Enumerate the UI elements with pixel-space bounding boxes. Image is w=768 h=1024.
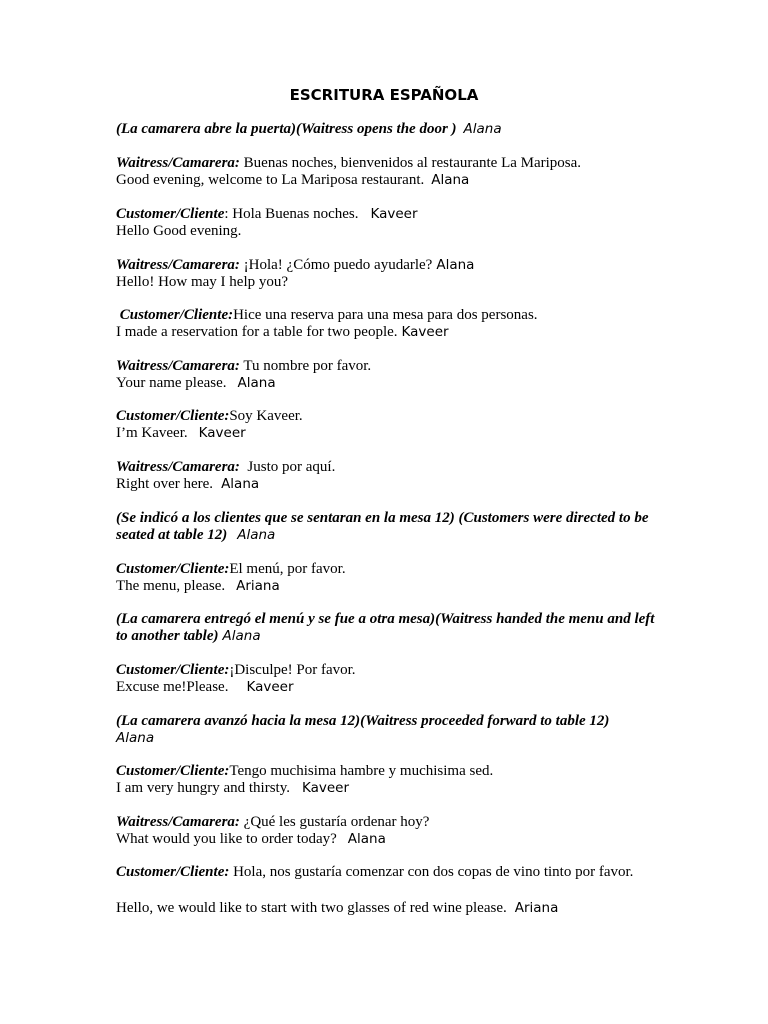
author-name: Kaveer bbox=[401, 324, 449, 340]
author-name: Alana bbox=[222, 628, 261, 644]
spanish-line: Tengo muchisima hambre y muchisima sed. bbox=[229, 763, 494, 779]
stage-direction bbox=[116, 510, 656, 544]
author-name: Alana bbox=[463, 121, 502, 137]
dialogue-entry bbox=[116, 408, 656, 442]
speaker-label: Customer/Cliente: bbox=[116, 408, 230, 424]
spanish-line: El menú, por favor. bbox=[229, 561, 346, 577]
dialogue-entry bbox=[116, 864, 656, 881]
english-line: The menu, please. bbox=[116, 578, 226, 594]
speaker-label: Customer/Cliente: bbox=[116, 763, 230, 779]
author-name: Alana bbox=[237, 375, 276, 391]
spanish-line: Tu nombre por favor. bbox=[243, 358, 372, 374]
spanish-line: Soy Kaveer. bbox=[229, 408, 303, 424]
spanish-line: Justo por aquí. bbox=[247, 459, 336, 475]
stage-direction bbox=[116, 713, 656, 747]
speaker-label: Customer/Cliente bbox=[116, 206, 225, 222]
spanish-line: ¿Qué les gustaría ordenar hoy? bbox=[243, 814, 430, 830]
author-name: Ariana bbox=[236, 578, 280, 594]
english-line: I’m Kaveer. bbox=[116, 425, 188, 441]
english-line: I made a reservation for a table for two people. bbox=[116, 324, 398, 340]
dialogue-entry bbox=[116, 814, 656, 848]
spanish-line: Hola, nos gustaría comenzar con dos copas de vino tinto por favor. bbox=[233, 864, 634, 880]
author-name: Kaveer bbox=[198, 425, 246, 441]
stage-direction bbox=[116, 611, 656, 645]
speaker-label: Waitress/Camarera: bbox=[116, 459, 240, 475]
speaker-label: Waitress/Camarera: bbox=[116, 814, 240, 830]
author-name: Kaveer bbox=[302, 780, 350, 796]
english-line: Your name please. bbox=[116, 375, 227, 391]
author-name: Alana bbox=[347, 831, 386, 847]
stage-text: (La camarera avanzó hacia la mesa 12)(Waitress proceeded forward to table 12) bbox=[116, 713, 610, 729]
english-line: I am very hungry and thirsty. bbox=[116, 780, 290, 796]
speaker-label: Customer/Cliente: bbox=[116, 864, 230, 880]
english-line: What would you like to order today? bbox=[116, 831, 337, 847]
speaker-label: Customer/Cliente: bbox=[116, 561, 230, 577]
author-name: Kaveer bbox=[370, 206, 418, 222]
speaker-label: Customer/Cliente: bbox=[116, 662, 230, 678]
spanish-line: ¡Hola! ¿Cómo puedo ayudarle? bbox=[243, 257, 433, 273]
page-title: ESCRITURA ESPAÑOLA bbox=[289, 86, 479, 104]
spanish-line: Buenas noches, bienvenidos al restaurante La Mariposa. bbox=[243, 155, 582, 171]
stage-text: (La camarera abre la puerta)(Waitress opens the door ) bbox=[116, 121, 457, 137]
dialogue-entry bbox=[116, 155, 656, 189]
speaker-label: Waitress/Camarera: bbox=[116, 358, 240, 374]
dialogue-entry bbox=[116, 561, 656, 595]
stage-text: (Se indicó a los clientes que se sentaran en la mesa 12) (Customers were directed to be seated at table 12) bbox=[116, 510, 649, 543]
spanish-line: Hice una reserva para una mesa para dos personas. bbox=[233, 307, 538, 323]
author-name: Ariana bbox=[514, 900, 559, 916]
author-name: Alana bbox=[431, 172, 470, 188]
stage-text: (La camarera entregó el menú y se fue a otra mesa)(Waitress handed the menu and left to another table) bbox=[116, 611, 655, 644]
english-line: Hello, we would like to start with two glasses of red wine please. bbox=[116, 900, 507, 916]
spanish-line: : Hola Buenas noches. bbox=[224, 206, 359, 222]
author-name: Alana bbox=[237, 527, 276, 543]
author-name: Alana bbox=[116, 730, 155, 746]
dialogue-entry bbox=[116, 459, 656, 493]
dialogue-entry bbox=[116, 763, 656, 797]
speaker-label: Waitress/Camarera: bbox=[116, 257, 240, 273]
dialogue-entry bbox=[116, 257, 656, 291]
author-name: Alana bbox=[221, 476, 260, 492]
english-line: Right over here. bbox=[116, 476, 214, 492]
english-line: Hello Good evening. bbox=[116, 223, 242, 239]
speaker-label: Customer/Cliente: bbox=[119, 307, 234, 323]
english-line: Excuse me!Please. bbox=[116, 679, 229, 695]
dialogue-entry bbox=[116, 358, 656, 392]
speaker-label: Waitress/Camarera: bbox=[116, 155, 240, 171]
dialogue-translation bbox=[116, 900, 656, 917]
english-line: Hello! How may I help you? bbox=[116, 274, 289, 290]
dialogue-entry bbox=[116, 662, 656, 696]
spanish-line: ¡Disculpe! Por favor. bbox=[229, 662, 356, 678]
stage-direction bbox=[116, 121, 656, 138]
author-name: Alana bbox=[436, 257, 475, 273]
english-line: Good evening, welcome to La Mariposa restaurant. bbox=[116, 172, 425, 188]
author-name: Kaveer bbox=[246, 679, 294, 695]
dialogue-entry bbox=[116, 307, 656, 341]
dialogue-entry bbox=[116, 206, 656, 240]
